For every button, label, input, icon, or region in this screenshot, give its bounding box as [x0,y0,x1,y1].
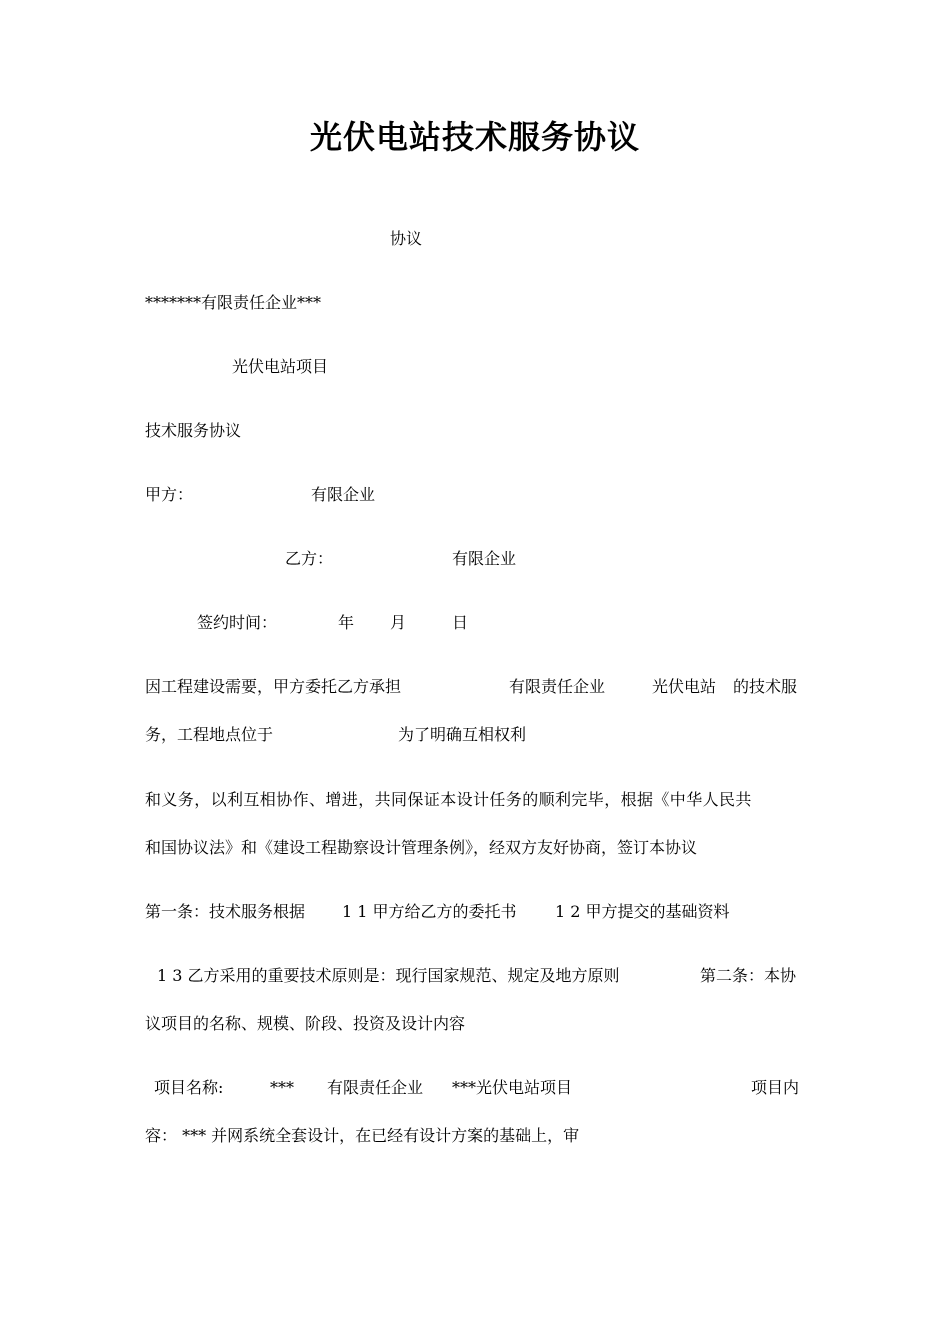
article1-item3: 1 3 乙方采用的重要技术原则是：现行国家规范、规定及地方原则 [157,966,620,985]
sign-date-year: 年 [338,613,355,632]
project-content-label: 项目内 [751,1078,800,1097]
party-a-label: 甲方： [145,485,194,504]
para1-line1-b: 有限责任企业 [509,677,606,696]
para2-line2: 和国协议法》和《建设工程勘察设计管理条例》，经双方友好协商，签订本协议 [145,838,698,857]
party-a-value: 有限企业 [311,485,376,504]
para1-line1-d: 的技术服 [733,677,798,696]
para1-line1-c: 光伏电站 [652,677,717,696]
article1-item1: 1 1 甲方给乙方的委托书 [342,902,517,921]
subtitle: 协议 [390,229,423,248]
project-name-stars: *** [270,1078,294,1097]
para1-line2-a: 务，工程地点位于 [145,725,274,744]
project-line: 光伏电站项目 [232,357,329,376]
service-line: 技术服务协议 [145,421,242,440]
para2-line1 [145,790,805,810]
article1-heading: 第一条：技术服务根据 [145,902,306,921]
sign-date-day: 日 [452,613,469,632]
article2-heading-start: 第二条：本协 [700,966,797,985]
project-name-label: 项目名称: [154,1078,224,1097]
para1-line2-b: 为了明确互相权利 [398,725,527,744]
project-name-company: 有限责任企业 [327,1078,424,1097]
company-line: *******有限责任企业*** [145,293,322,312]
party-b-value: 有限企业 [452,549,517,568]
article1-item2: 1 2 甲方提交的基础资料 [555,902,730,921]
project-content-text: 容： *** 并网系统全套设计，在已经有设计方案的基础上，审 [145,1126,580,1145]
party-b-label: 乙方： [285,549,334,568]
para2-line1-text: 和义务，以利互相协作、增进，共同保证本设计任务的顺利完毕，根据《中华人民共 [145,790,752,809]
document-title: 光伏电站技术服务协议 [309,118,640,156]
sign-date-label: 签约时间： [197,613,278,632]
article2-heading-end: 议项目的名称、规模、阶段、投资及设计内容 [145,1014,466,1033]
project-name-station: ***光伏电站项目 [452,1078,573,1097]
sign-date-month: 月 [390,613,407,632]
para1-line1-a: 因工程建设需要，甲方委托乙方承担 [145,677,402,696]
